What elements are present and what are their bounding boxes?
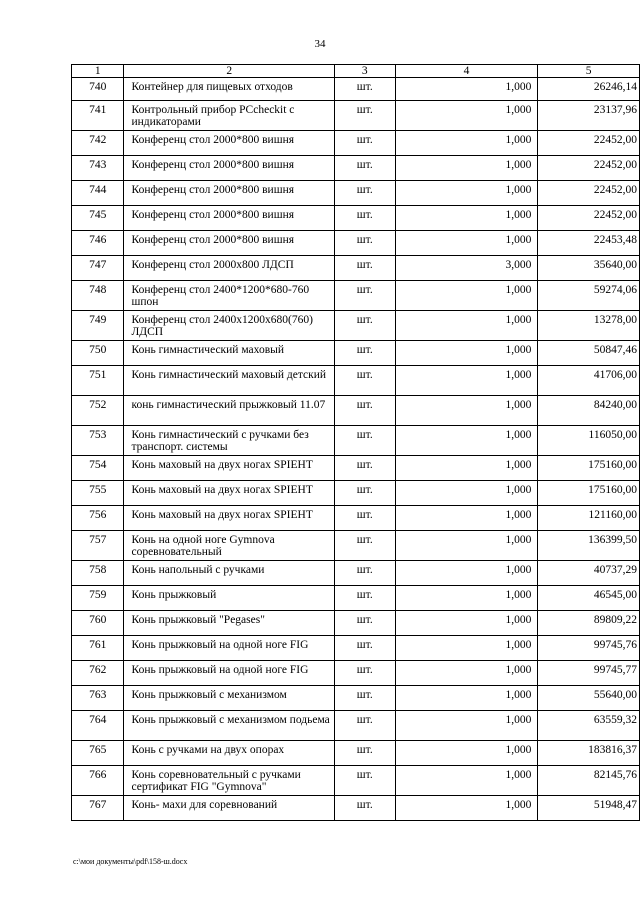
cell-item-name: Конференц стол 2000x800 ЛДСП <box>124 256 335 281</box>
cell-item-name: конь гимнастический прыжковый 11.07 <box>124 396 335 426</box>
cell-item-name: Конференц стол 2000*800 вишня <box>124 181 335 206</box>
cell-row-number: 753 <box>72 426 124 456</box>
table-row <box>72 101 640 131</box>
cell-quantity: 1,000 <box>395 456 538 481</box>
cell-price: 50847,46 <box>538 341 640 366</box>
cell-price: 183816,37 <box>538 741 640 766</box>
cell-price: 40737,29 <box>538 561 640 586</box>
cell-row-number: 746 <box>72 231 124 256</box>
cell-price: 59274,06 <box>538 281 640 311</box>
table-row <box>72 586 640 611</box>
table-row <box>72 206 640 231</box>
cell-quantity: 1,000 <box>395 426 538 456</box>
cell-item-name: Конференц стол 2400*1200*680-760 шпон <box>124 281 335 311</box>
cell-item-name: Конференц стол 2400x1200x680(760) ЛДСП <box>124 311 335 341</box>
cell-unit: шт. <box>334 506 395 531</box>
cell-item-name: Конь соревновательный с ручками сертификат FIG "Gymnova" <box>124 766 335 796</box>
cell-row-number: 749 <box>72 311 124 341</box>
cell-unit: шт. <box>334 156 395 181</box>
cell-item-name: Конь с ручками на двух опорах <box>124 741 335 766</box>
cell-unit: шт. <box>334 741 395 766</box>
table-row <box>72 256 640 281</box>
cell-price: 22452,00 <box>538 181 640 206</box>
cell-item-name: Конь прыжковый на одной ноге FIG <box>124 661 335 686</box>
table-row <box>72 741 640 766</box>
cell-quantity: 1,000 <box>395 686 538 711</box>
cell-price: 22453,48 <box>538 231 640 256</box>
cell-unit: шт. <box>334 396 395 426</box>
cell-unit: шт. <box>334 481 395 506</box>
cell-quantity: 3,000 <box>395 256 538 281</box>
cell-price: 99745,76 <box>538 636 640 661</box>
footer-file-path: c:\мои документы\pdf\158-ш.docx <box>73 857 188 866</box>
cell-price: 99745,77 <box>538 661 640 686</box>
cell-price: 55640,00 <box>538 686 640 711</box>
cell-price: 22452,00 <box>538 156 640 181</box>
cell-unit: шт. <box>334 366 395 396</box>
cell-quantity: 1,000 <box>395 611 538 636</box>
table-row <box>72 711 640 741</box>
cell-row-number: 754 <box>72 456 124 481</box>
cell-unit: шт. <box>334 426 395 456</box>
cell-item-name: Конь маховый на двух ногах SPIEHT <box>124 456 335 481</box>
table-row <box>72 766 640 796</box>
table-row <box>72 156 640 181</box>
table-row <box>72 686 640 711</box>
cell-unit: шт. <box>334 231 395 256</box>
cell-row-number: 748 <box>72 281 124 311</box>
cell-price: 23137,96 <box>538 101 640 131</box>
cell-unit: шт. <box>334 636 395 661</box>
cell-quantity: 1,000 <box>395 78 538 101</box>
cell-row-number: 750 <box>72 341 124 366</box>
cell-row-number: 764 <box>72 711 124 741</box>
cell-item-name: Конь прыжковый с механизмом подьема <box>124 711 335 741</box>
cell-item-name: Конференц стол 2000*800 вишня <box>124 231 335 256</box>
cell-unit: шт. <box>334 101 395 131</box>
cell-price: 82145,76 <box>538 766 640 796</box>
cell-unit: шт. <box>334 456 395 481</box>
cell-price: 46545,00 <box>538 586 640 611</box>
cell-quantity: 1,000 <box>395 341 538 366</box>
cell-price: 116050,00 <box>538 426 640 456</box>
cell-row-number: 740 <box>72 78 124 101</box>
cell-price: 35640,00 <box>538 256 640 281</box>
cell-price: 26246,14 <box>538 78 640 101</box>
column-header-1: 1 <box>72 65 124 78</box>
table-row <box>72 231 640 256</box>
cell-row-number: 758 <box>72 561 124 586</box>
cell-unit: шт. <box>334 131 395 156</box>
table-row <box>72 561 640 586</box>
cell-price: 121160,00 <box>538 506 640 531</box>
table-row <box>72 311 640 341</box>
cell-unit: шт. <box>334 796 395 821</box>
cell-unit: шт. <box>334 611 395 636</box>
cell-price: 175160,00 <box>538 481 640 506</box>
cell-row-number: 747 <box>72 256 124 281</box>
cell-item-name: Конь на одной ноге Gymnova соревновательный <box>124 531 335 561</box>
cell-item-name: Конь гимнастический с ручками без транспорт. системы <box>124 426 335 456</box>
cell-unit: шт. <box>334 311 395 341</box>
cell-quantity: 1,000 <box>395 206 538 231</box>
cell-price: 175160,00 <box>538 456 640 481</box>
cell-quantity: 1,000 <box>395 231 538 256</box>
table-row <box>72 396 640 426</box>
cell-unit: шт. <box>334 531 395 561</box>
cell-row-number: 762 <box>72 661 124 686</box>
cell-row-number: 751 <box>72 366 124 396</box>
table-row <box>72 281 640 311</box>
cell-quantity: 1,000 <box>395 766 538 796</box>
cell-row-number: 745 <box>72 206 124 231</box>
cell-quantity: 1,000 <box>395 531 538 561</box>
cell-row-number: 763 <box>72 686 124 711</box>
cell-row-number: 759 <box>72 586 124 611</box>
cell-row-number: 743 <box>72 156 124 181</box>
cell-quantity: 1,000 <box>395 396 538 426</box>
cell-unit: шт. <box>334 341 395 366</box>
cell-row-number: 752 <box>72 396 124 426</box>
cell-row-number: 766 <box>72 766 124 796</box>
cell-item-name: Конь гимнастический маховый детский <box>124 366 335 396</box>
cell-row-number: 741 <box>72 101 124 131</box>
cell-item-name: Контрольный прибор PCcheckit с индикаторами <box>124 101 335 131</box>
cell-quantity: 1,000 <box>395 131 538 156</box>
cell-price: 63559,32 <box>538 711 640 741</box>
table-row <box>72 366 640 396</box>
cell-item-name: Конь маховый на двух ногах SPIEHT <box>124 506 335 531</box>
cell-unit: шт. <box>334 256 395 281</box>
table-row <box>72 426 640 456</box>
cell-item-name: Конь прыжковый на одной ноге FIG <box>124 636 335 661</box>
cell-unit: шт. <box>334 661 395 686</box>
cell-price: 89809,22 <box>538 611 640 636</box>
cell-item-name: Конь прыжковый "Pegases" <box>124 611 335 636</box>
page-number: 34 <box>314 38 326 50</box>
cell-quantity: 1,000 <box>395 661 538 686</box>
cell-unit: шт. <box>334 78 395 101</box>
cell-item-name: Конь прыжковый <box>124 586 335 611</box>
cell-price: 22452,00 <box>538 131 640 156</box>
cell-quantity: 1,000 <box>395 636 538 661</box>
table-row <box>72 611 640 636</box>
cell-row-number: 760 <box>72 611 124 636</box>
cell-row-number: 765 <box>72 741 124 766</box>
table-row <box>72 181 640 206</box>
cell-quantity: 1,000 <box>395 711 538 741</box>
column-header-5: 5 <box>538 65 640 78</box>
cell-item-name: Конь маховый на двух ногах SPIEHT <box>124 481 335 506</box>
cell-quantity: 1,000 <box>395 481 538 506</box>
cell-row-number: 767 <box>72 796 124 821</box>
cell-unit: шт. <box>334 181 395 206</box>
cell-quantity: 1,000 <box>395 366 538 396</box>
cell-quantity: 1,000 <box>395 101 538 131</box>
cell-row-number: 757 <box>72 531 124 561</box>
cell-item-name: Конь- махи для соревнований <box>124 796 335 821</box>
cell-row-number: 761 <box>72 636 124 661</box>
inventory-table <box>71 64 640 821</box>
column-header-3: 3 <box>334 65 395 78</box>
cell-quantity: 1,000 <box>395 561 538 586</box>
table-row <box>72 636 640 661</box>
cell-quantity: 1,000 <box>395 796 538 821</box>
cell-price: 22452,00 <box>538 206 640 231</box>
cell-item-name: Конференц стол 2000*800 вишня <box>124 156 335 181</box>
cell-price: 136399,50 <box>538 531 640 561</box>
cell-quantity: 1,000 <box>395 741 538 766</box>
cell-item-name: Конференц стол 2000*800 вишня <box>124 206 335 231</box>
cell-row-number: 744 <box>72 181 124 206</box>
cell-quantity: 1,000 <box>395 506 538 531</box>
cell-unit: шт. <box>334 586 395 611</box>
cell-quantity: 1,000 <box>395 281 538 311</box>
table-row <box>72 341 640 366</box>
table-row <box>72 506 640 531</box>
cell-unit: шт. <box>334 766 395 796</box>
cell-row-number: 742 <box>72 131 124 156</box>
table-row <box>72 78 640 101</box>
cell-price: 84240,00 <box>538 396 640 426</box>
table-row <box>72 456 640 481</box>
cell-item-name: Конференц стол 2000*800 вишня <box>124 131 335 156</box>
cell-row-number: 755 <box>72 481 124 506</box>
cell-unit: шт. <box>334 561 395 586</box>
cell-quantity: 1,000 <box>395 311 538 341</box>
table-row <box>72 481 640 506</box>
cell-item-name: Контейнер для пищевых отходов <box>124 78 335 101</box>
cell-price: 41706,00 <box>538 366 640 396</box>
table-header-row <box>72 65 640 78</box>
cell-unit: шт. <box>334 686 395 711</box>
cell-item-name: Конь напольный с ручками <box>124 561 335 586</box>
cell-unit: шт. <box>334 281 395 311</box>
column-header-4: 4 <box>395 65 538 78</box>
cell-price: 51948,47 <box>538 796 640 821</box>
cell-quantity: 1,000 <box>395 181 538 206</box>
column-header-2: 2 <box>124 65 335 78</box>
table-row <box>72 796 640 821</box>
cell-quantity: 1,000 <box>395 586 538 611</box>
cell-price: 13278,00 <box>538 311 640 341</box>
cell-unit: шт. <box>334 711 395 741</box>
table-row <box>72 661 640 686</box>
cell-unit: шт. <box>334 206 395 231</box>
table-row <box>72 531 640 561</box>
table-row <box>72 131 640 156</box>
cell-item-name: Конь гимнастический маховый <box>124 341 335 366</box>
cell-quantity: 1,000 <box>395 156 538 181</box>
cell-item-name: Конь прыжковый с механизмом <box>124 686 335 711</box>
cell-row-number: 756 <box>72 506 124 531</box>
